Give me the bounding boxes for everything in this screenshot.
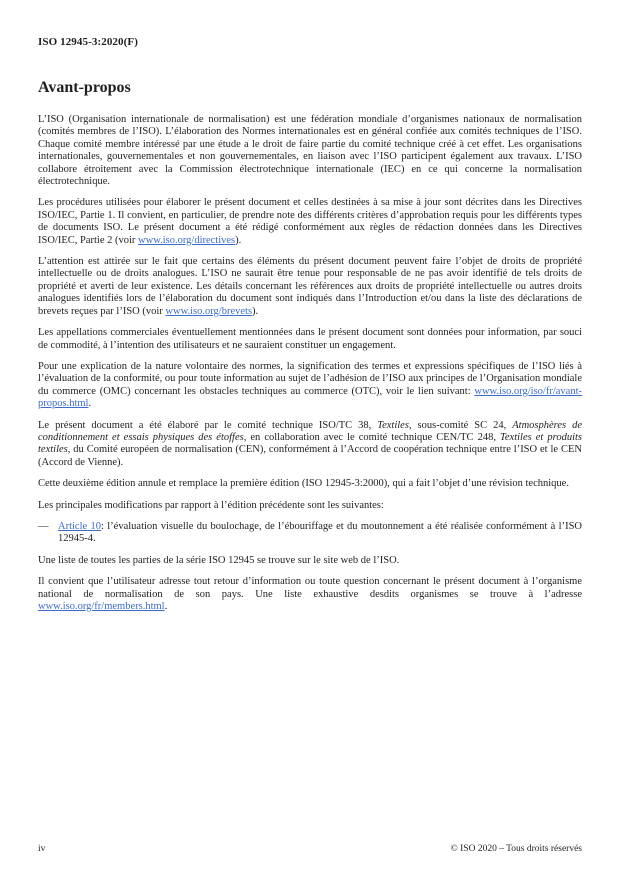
paragraph bbox=[38, 555, 582, 567]
text-run: ). bbox=[252, 305, 259, 317]
text-run: , du Comité européen de normalisation (CEN), conformément à l’Accord de coopération technique entre l’ISO et le CEN (Accord de Vienne). bbox=[38, 444, 582, 468]
text-run: L’ISO (Organisation internationale de normalisation) est une fédération mondiale d’organismes nationaux de normalisation (comités membres de l’ISO). L’élaboration des Normes internationales est en général confiée aux comités techniques de l’ISO. Chaque comité membre intéressé par une étude a le droit de faire partie du comité technique créé à cet effet. Les organisations internationales, gouvernementales et non gouvernementales, en liaison avec l’ISO participent également aux travaux. L’ISO collabore étroitement avec la Commission électrotechnique internationale (IEC) en ce qui concerne la normalisation électrotechnique. bbox=[38, 114, 582, 188]
text-run: Le présent document a été élaboré par le comité technique ISO/TC 38, bbox=[38, 419, 378, 431]
page-number: iv bbox=[38, 844, 46, 854]
document-reference: ISO 12945-3:2020(F) bbox=[38, 36, 138, 48]
paragraph bbox=[38, 256, 582, 318]
foreword-content bbox=[38, 114, 582, 613]
hyperlink[interactable]: www.iso.org/fr/members.html bbox=[38, 601, 165, 612]
italic-text-run: Textiles bbox=[377, 419, 409, 431]
page-title: Avant-propos bbox=[38, 79, 131, 96]
italic-text-run: Textiles et produits textiles bbox=[38, 431, 583, 456]
paragraph bbox=[38, 420, 582, 470]
text-run: . bbox=[88, 398, 92, 410]
text-run: Cette deuxième édition annule et remplace la première édition (ISO 12945-3:2000), qui a fait l’objet d’une révision technique. bbox=[38, 478, 569, 490]
text-run: Il convient que l’utilisateur adresse tout retour d’information ou toute question concernant le présent document à l’organisme national de normalisation de son pays. Une liste exhaustive desdits organismes se trouve à l’adresse bbox=[38, 576, 582, 600]
paragraph bbox=[38, 478, 582, 490]
text-run: Les procédures utilisées pour élaborer le présent document et celles destinées à sa mise à jour sont décrites dans les Directives ISO/IEC, Partie 1. Il convient, en particulier, de prendre note des différents critères d’approbation requis pour les différents types de documents ISO. Le présent document a été rédigé conformément aux règles de rédaction données dans les Directives ISO/IEC, Partie 2 (voir bbox=[38, 197, 582, 246]
text-run: L’attention est attirée sur le fait que certains des éléments du présent document peuvent faire l’objet de droits de propriété intellectuelle ou de droits analogues. L’ISO ne saurait être tenue pour responsable de ne pas avoir identifié de tels droits de propriété et averti de leur existence. Les détails concernant les références aux droits de propriété intellectuelle ou autres droits analogues identifiés lors de l’élaboration du document sont indiqués dans l’Introduction et/ou dans la liste des déclarations de brevets reçues par l’ISO (voir bbox=[38, 256, 582, 317]
list-item bbox=[38, 521, 582, 546]
hyperlink[interactable]: www.iso.org/brevets bbox=[165, 305, 253, 317]
paragraph bbox=[38, 197, 582, 247]
text-run: Les appellations commerciales éventuellement mentionnées dans le présent document sont données pour information, par souci de commodité, à l’intention des utilisateurs et ne sauraient constituer un engagement. bbox=[38, 327, 582, 351]
text-run: Pour une explication de la nature volontaire des normes, la signification des termes et expressions spécifiques de l’ISO liés à l’évaluation de la conformité, ou pour toute information au sujet de l’adhésion de l’ISO aux principes de l’Organisation mondiale du commerce (OMC) concernant les obstacles techniques au commerce (OTC), voir le lien suivant: bbox=[38, 360, 582, 397]
paragraph bbox=[38, 361, 582, 411]
paragraph bbox=[38, 500, 582, 512]
paragraph bbox=[38, 327, 582, 352]
hyperlink[interactable]: Article 10 bbox=[58, 520, 101, 532]
list-dash-marker: — bbox=[38, 520, 49, 532]
text-run: Une liste de toutes les parties de la série ISO 12945 se trouve sur le site web de l’ISO. bbox=[38, 554, 400, 566]
copyright-notice: © ISO 2020 – Tous droits réservés bbox=[450, 844, 582, 854]
paragraph bbox=[38, 114, 582, 188]
text-run: : l’évaluation visuelle du boulochage, de l’ébouriffage et du moutonnement a été réalisée conformément à l’ISO 12945-4. bbox=[58, 520, 583, 545]
text-run: ). bbox=[235, 234, 242, 246]
list-item-text bbox=[58, 521, 582, 546]
page-footer bbox=[38, 844, 582, 854]
text-run: . bbox=[164, 601, 168, 612]
hyperlink[interactable]: www.iso.org/iso/fr/avant-propos.html bbox=[38, 385, 582, 410]
text-run: , sous-comité SC 24, bbox=[408, 419, 513, 431]
paragraph bbox=[38, 576, 582, 613]
text-run: , en collaboration avec le comité technique CEN/TC 248, bbox=[243, 431, 501, 443]
hyperlink[interactable]: www.iso.org/directives bbox=[138, 234, 236, 246]
text-run: Les principales modifications par rapport à l’édition précédente sont les suivantes: bbox=[38, 499, 384, 511]
italic-text-run: Atmosphères de conditionnement et essais physiques des étoffes bbox=[38, 419, 582, 443]
